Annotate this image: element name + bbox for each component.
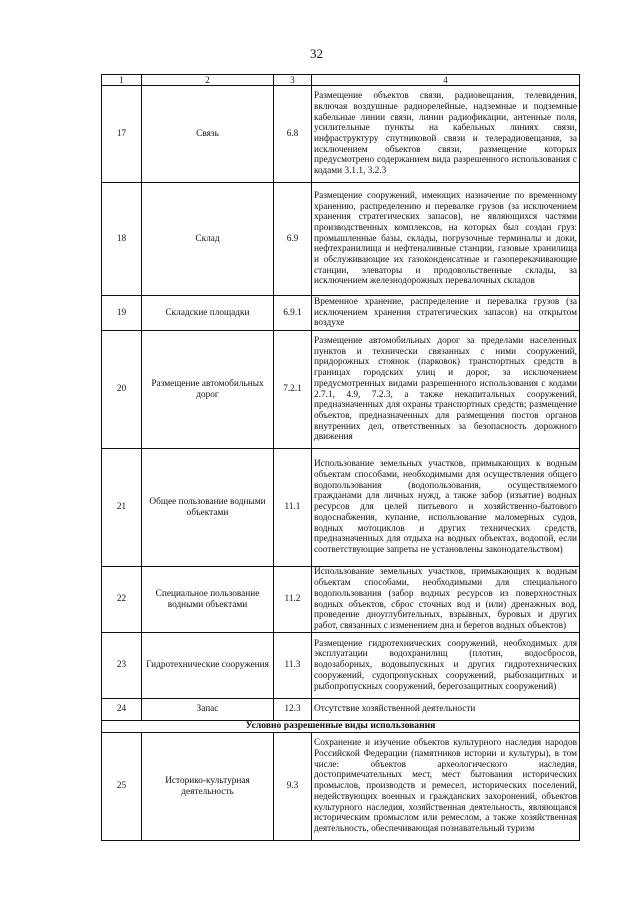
use-type-code: 11.2 (274, 567, 312, 633)
column-number: 3 (274, 75, 312, 86)
table-row (102, 699, 580, 721)
section-header-row (102, 721, 580, 733)
table-row (102, 449, 580, 567)
row-number: 17 (102, 86, 142, 183)
table-row (102, 86, 580, 183)
use-type-description: Размещение сооружений, имеющих назначение по временному хранению, распределению и перевалке грузов (за исключением хранения стратегических запасов), не являющихся частями производственных комплексов, на которых был создан груз: промышленные базы, склады, погрузочные терминалы и доки, нефтехранилища и нефтеналивные станции, газовые хранилища и обслуживающие их газоконденсатные и газоперекачивающие станции, элеваторы и продовольственные склады, за исключением железнодорожных перевалочных складов (312, 183, 580, 296)
row-number: 18 (102, 183, 142, 296)
table-row (102, 567, 580, 633)
row-number: 23 (102, 633, 142, 699)
use-type-description: Использование земельных участков, примыкающих к водным объектам способами, необходимыми для специального водопользования (забор водных ресурсов из поверхностных водных объектов, сброс сточных вод и (или) дренажных вод, проведение дноуглубительных, взрывных, буровых и других работ, связанных с изменением дна и берегов водных объектов) (312, 567, 580, 633)
column-number: 4 (312, 75, 580, 86)
use-type-name: Связь (142, 86, 274, 183)
page-number: 32 (310, 46, 323, 61)
use-type-code: 11.3 (274, 633, 312, 699)
land-use-table (101, 74, 580, 841)
column-number: 2 (142, 75, 274, 86)
use-type-description: Размещение объектов связи, радиовещания, телевидения, включая воздушные радиорелейные, надземные и подземные кабельные линии связи, линии радиофикации, антенные поля, усилительные пункты на кабельных линиях связи, инфраструктуру спутниковой связи и телерадиовещания, за исключением объектов связи, размещение которых предусмотрено содержанием вида разрешенного использования с кодами 3.1.1, 3.2.3 (312, 86, 580, 183)
use-type-code: 12.3 (274, 699, 312, 721)
column-number: 1 (102, 75, 142, 86)
table-row (102, 733, 580, 841)
use-type-name: Складские площадки (142, 296, 274, 331)
use-type-description: Сохранение и изучение объектов культурного наследия народов Российской Федерации (памятников истории и культуры), в том числе: объектов археологического наследия, достопримечательных мест, мест бытования исторических промыслов, производств и ремесел, исторических поселений, недействующих военных и гражданских захоронений, объектов культурного наследия, хозяйственная деятельность, являющаяся историческим промыслом или ремеслом, а также хозяйственная деятельность, обеспечивающая познавательный туризм (312, 733, 580, 841)
use-type-name: Гидротехнические сооружения (142, 633, 274, 699)
use-type-code: 6.9 (274, 183, 312, 296)
table-row (102, 633, 580, 699)
use-type-name: Специальное пользование водными объектами (142, 567, 274, 633)
table-row (102, 183, 580, 296)
use-type-code: 7.2.1 (274, 331, 312, 449)
row-number: 19 (102, 296, 142, 331)
use-type-description: Отсутствие хозяйственной деятельности (312, 699, 580, 721)
use-type-code: 11.1 (274, 449, 312, 567)
use-type-name: Общее пользование водными объектами (142, 449, 274, 567)
use-type-code: 9.3 (274, 733, 312, 841)
row-number: 24 (102, 699, 142, 721)
use-type-name: Историко-культурная деятельность (142, 733, 274, 841)
use-type-name: Размещение автомобильных дорог (142, 331, 274, 449)
table-row (102, 331, 580, 449)
use-type-code: 6.8 (274, 86, 312, 183)
use-type-name: Склад (142, 183, 274, 296)
row-number: 21 (102, 449, 142, 567)
section-title: Условно разрешенные виды использования (102, 721, 580, 733)
row-number: 22 (102, 567, 142, 633)
use-type-description: Использование земельных участков, примыкающих к водным объектам способами, необходимыми для осуществления общего водопользования (водопользования, осуществляемого гражданами для личных нужд, а также забор (изъятие) водных ресурсов для целей питьевого и хозяйственно-бытового водоснабжения, купание, использование маломерных судов, водных мотоциклов и других технических средств, предназначенных для отдыха на водных объектах, водопой, если соответствующие запреты не установлены законодательством) (312, 449, 580, 567)
use-type-code: 6.9.1 (274, 296, 312, 331)
use-type-name: Запас (142, 699, 274, 721)
use-type-description: Размещение автомобильных дорог за пределами населенных пунктов и технически связанных с ними сооружений, придорожных стоянок (парковок) транспортных средств в границах городских улиц и дорог, за исключением предусмотренных видами разрешенного использования с кодами 2.7.1, 4.9, 7.2.3, а также некапитальных сооружений, предназначенных для охраны транспортных средств; размещение объектов, предназначенных для размещения постов органов внутренних дел, ответственных за безопасность дорожного движения (312, 331, 580, 449)
column-number-row (102, 75, 580, 86)
row-number: 20 (102, 331, 142, 449)
use-type-description: Размещение гидротехнических сооружений, необходимых для эксплуатации водохранилищ (плотин, водосбросов, водозаборных, водовыпускных и других гидротехнических сооружений, судопропускных сооружений, рыбозащитных и рыбопропускных сооружений, берегозащитных сооружений) (312, 633, 580, 699)
table-row (102, 296, 580, 331)
use-type-description: Временное хранение, распределение и перевалка грузов (за исключением хранения стратегических запасов) на открытом воздухе (312, 296, 580, 331)
row-number: 25 (102, 733, 142, 841)
